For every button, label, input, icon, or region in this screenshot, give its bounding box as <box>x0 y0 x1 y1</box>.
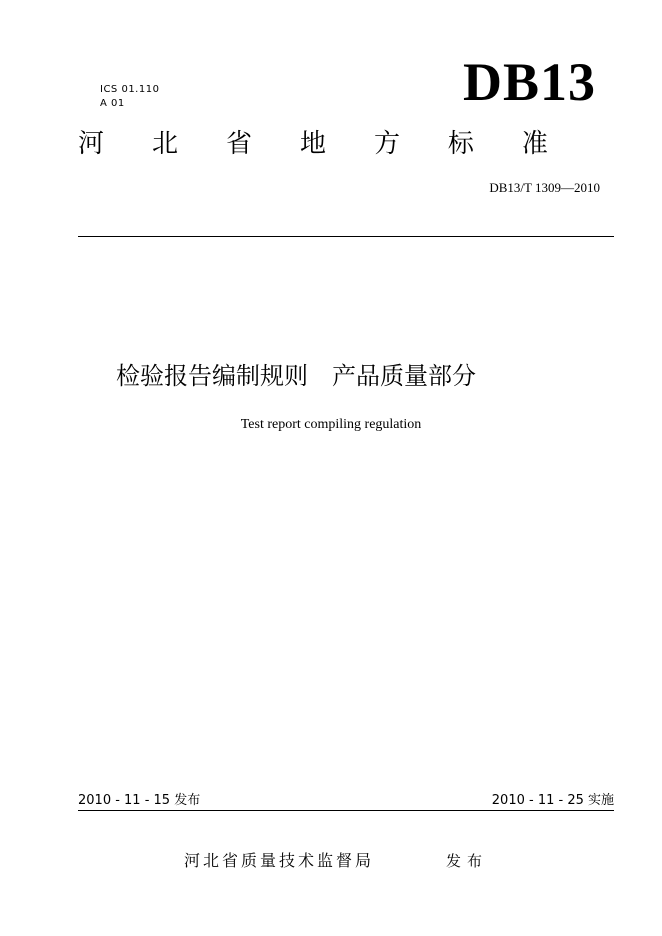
document-title-english: Test report compiling regulation <box>240 417 422 432</box>
standard-type-char: 标 <box>447 129 474 159</box>
standard-number: DB13/T 1309—2010 <box>489 180 600 195</box>
footer-divider <box>78 810 614 811</box>
standard-type-char: 河 <box>78 129 105 159</box>
standard-type-char: 地 <box>299 129 326 159</box>
classification-codes <box>100 83 159 111</box>
standard-prefix: DB13 <box>462 52 596 112</box>
category-code: A 01 <box>100 98 125 109</box>
publisher-name: 河北省质量技术监督局 <box>184 851 375 870</box>
standard-type-char: 准 <box>521 129 548 159</box>
publish-label: 发布 <box>446 852 489 870</box>
implementation-date: 2010 - 11 - 25 实施 <box>491 793 614 808</box>
ics-code: ICS 01.110 <box>100 84 160 95</box>
standard-type-char: 方 <box>373 129 400 159</box>
standard-type-char: 北 <box>151 129 178 159</box>
document-title-chinese: 检验报告编制规则 产品质量部分 <box>116 362 476 390</box>
standard-type-char: 省 <box>225 129 252 159</box>
header-divider <box>78 236 614 237</box>
issue-date: 2010 - 11 - 15 发布 <box>78 793 201 808</box>
standard-type-heading <box>78 127 548 161</box>
